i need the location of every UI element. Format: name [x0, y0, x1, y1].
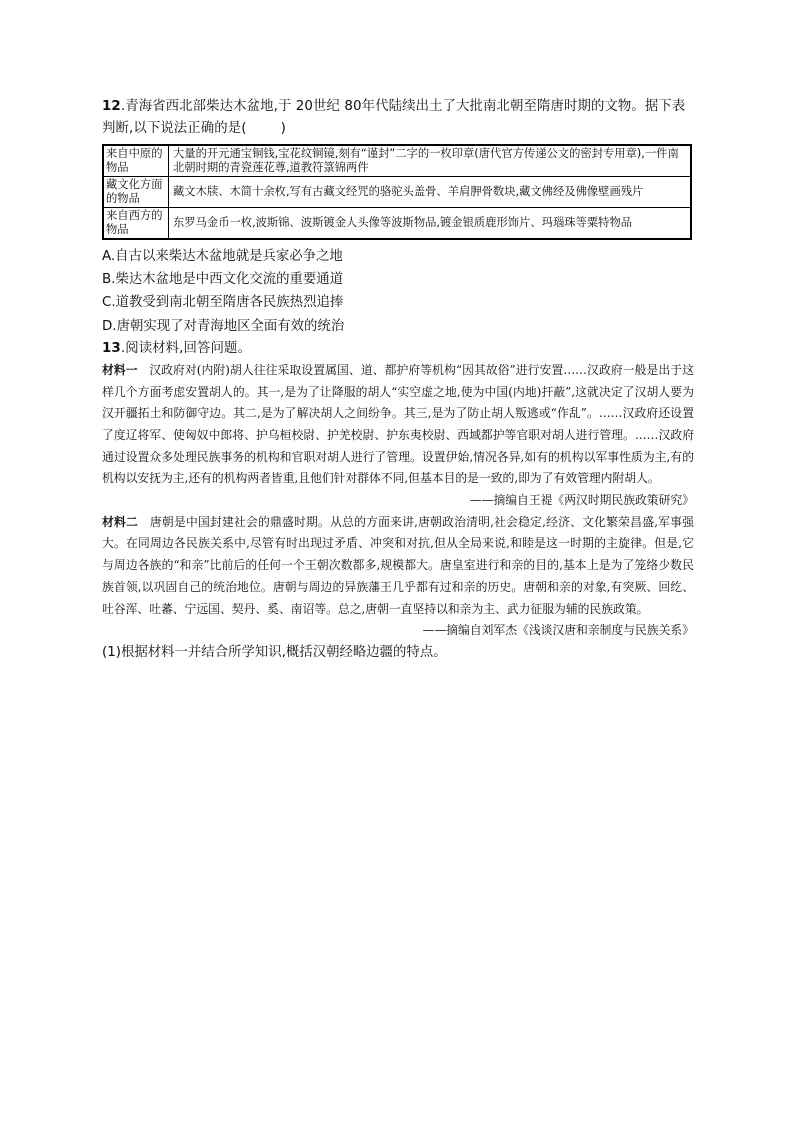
question-12-text: .青海省西北部柴达木盆地,于 20世纪 80年代陆续出土了大批南北朝至隋唐时期的文物。据下表判断,以下说法正确的是( [102, 99, 686, 136]
option-c: C.道教受到南北朝至隋唐各民族热烈追捧 [102, 295, 344, 311]
option-b: B.柴达木盆地是中西文化交流的重要通道 [102, 272, 344, 288]
row-content: 大量的开元通宝铜钱,宝花纹铜镜,刻有“谨封”二字的一枚印章(唐代官方传递公文的密封专用章),一件南北朝时期的青瓷莲花尊,道教符箓锦两件 [169, 145, 692, 177]
material-2-heading: 材料二 [102, 514, 139, 529]
material-2-source: ——摘编自刘军杰《浅谈汉唐和亲制度与民族关系》 [422, 623, 694, 638]
material-2 [102, 512, 694, 621]
question-12-stem [102, 96, 694, 140]
table-row [103, 177, 691, 208]
table-row [103, 145, 691, 177]
option-d: D.唐朝实现了对青海地区全面有效的统治 [102, 318, 345, 334]
material-2-text: 唐朝是中国封建社会的鼎盛时期。从总的方面来讲,唐朝政治清明,社会稳定,经济、文化繁荣昌盛,军事强大。在同周边各民族关系中,尽管有时出现过矛盾、冲突和对抗,但从全局来说,和睦是这一时期的主旋律。但是,它与周边各族的“和亲”比前后的任何一个王朝次数都多,规模都大。唐皇室进行和亲的目的,基本上是为了笼络少数民族首领,以巩固自己的统治地位。唐朝与周边的异族藩王几乎都有过和亲的历史。唐朝和亲的对象,有突厥、回纥、吐谷浑、吐蕃、宁远国、契丹、奚、南诏等。总之,唐朝一直坚持以和亲为主、武力征服为辅的民族政策。 [102, 514, 694, 616]
row-content: 东罗马金币一枚,波斯锦、波斯镀金人头像等波斯物品,镀金银质鹿形饰片、玛瑙珠等粟特物品 [169, 208, 692, 240]
sub-question-1: (1)根据材料一并结合所学知识,概括汉朝经略边疆的特点。 [102, 644, 447, 660]
artifact-table [102, 144, 692, 240]
question-13-number: 13 [102, 340, 121, 356]
row-label: 来自中原的物品 [103, 145, 169, 177]
answer-blank-close: ) [280, 121, 286, 136]
option-a: A.自古以来柴达木盆地就是兵家必争之地 [102, 249, 343, 264]
material-1 [102, 360, 694, 490]
material-1-text: 汉政府对(内附)胡人往往采取设置属国、道、都护府等机构“因其故俗”进行安置……汉政府一般是出于这样几个方面考虑安置胡人的。其一,是为了让降服的胡人“实空虚之地,使为中国(内地)扞蔽”,这就决定了汉胡人要为汉开疆拓土和防御守边。其二,是为了解决胡人之间纷争。其三,是为了防止胡人叛逃或“作乱”。……汉政府还设置了度辽将军、使匈奴中郎将、护乌桓校尉、护羌校尉、护东夷校尉、西域都护等官职对胡人进行管理。……汉政府通过设置众多处理民族事务的机构和官职对胡人进行了管理。设置伊始,情况各异,如有的机构以军事性质为主,有的机构以安抚为主,还有的机构两者皆重,且他们针对群体不同,但基本目的是一致的,即为了有效管理内附胡人。 [102, 362, 694, 486]
row-label: 藏文化方面的物品 [103, 177, 169, 208]
exam-page [102, 96, 694, 664]
table-row [103, 208, 691, 240]
question-12-number: 12 [102, 99, 121, 114]
question-13-text: .阅读材料,回答问题。 [120, 340, 251, 356]
row-label: 来自西方的物品 [103, 208, 169, 240]
question-13-stem [102, 338, 694, 360]
material-1-heading: 材料一 [102, 362, 138, 377]
row-content: 藏文木牍、木简十余枚,写有古藏文经咒的骆驼头盖骨、羊肩胛骨数块,藏文佛经及佛像壁画残片 [169, 177, 692, 208]
material-1-source: ——摘编自王褆《两汉时期民族政策研究》 [469, 493, 694, 508]
